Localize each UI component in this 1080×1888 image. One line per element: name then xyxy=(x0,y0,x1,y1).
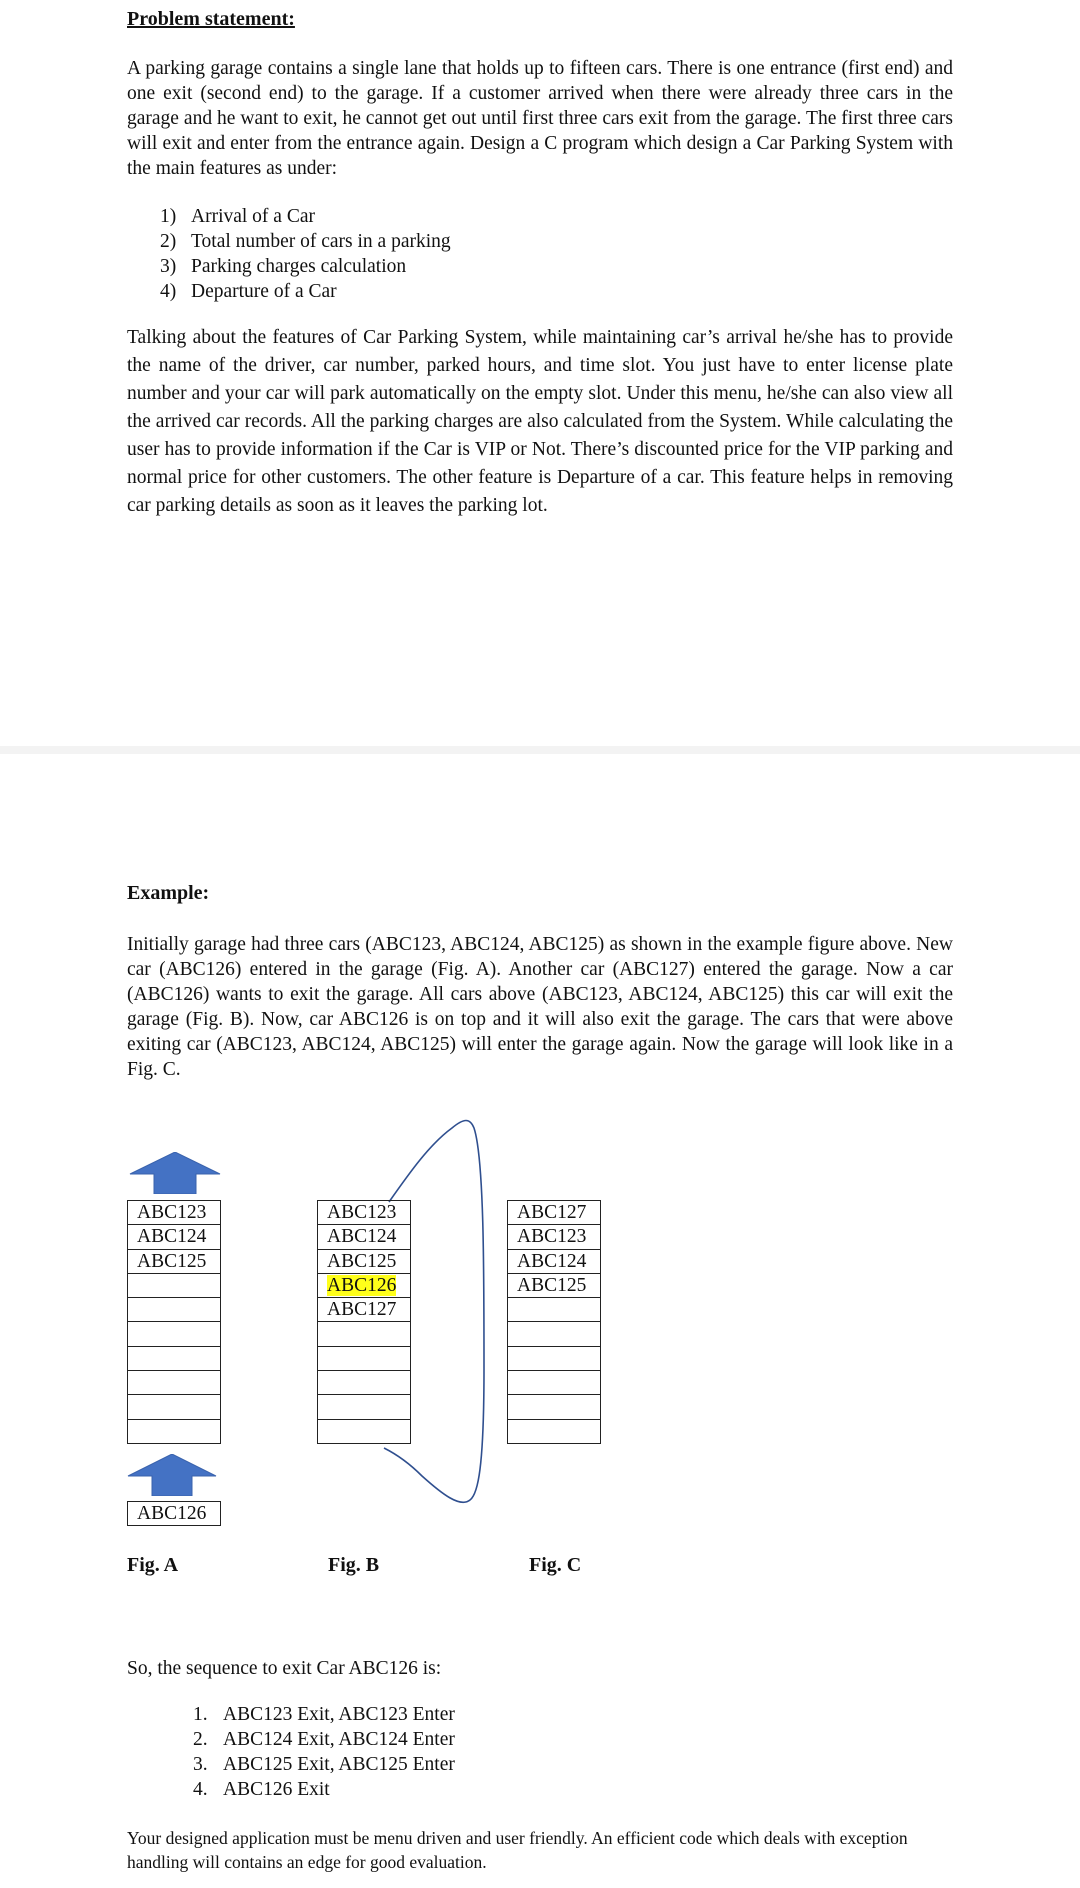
list-item: 1. ABC123 Exit, ABC123 Enter xyxy=(193,1704,455,1725)
list-item: 3. ABC125 Exit, ABC125 Enter xyxy=(193,1754,455,1775)
sequence-list xyxy=(193,1702,455,1802)
parking-slot: ABC125 xyxy=(507,1274,601,1298)
parking-slot xyxy=(127,1298,221,1322)
parking-slot xyxy=(507,1347,601,1371)
parking-slot xyxy=(127,1322,221,1346)
document-page-2 xyxy=(0,754,1080,1888)
list-item: 3) Parking charges calculation xyxy=(160,256,407,277)
features-list xyxy=(160,204,451,304)
parking-slot: ABC124 xyxy=(317,1225,411,1249)
page-break xyxy=(0,746,1080,754)
fig-b-label: Fig. B xyxy=(328,1554,380,1576)
list-item: 2. ABC124 Exit, ABC124 Enter xyxy=(193,1729,455,1750)
highlighted-car: ABC126 xyxy=(327,1274,397,1296)
example-text: Initially garage had three cars (ABC123, ABC124, ABC125) as shown in the example figure above. New car (ABC126) entered in the garage (Fig. A). Another car (ABC127) entered the garage. Now a car (ABC126) wants to exit the garage. All cars above (ABC123, ABC124, ABC125) this car will exit the garage (Fig. B). Now, car ABC126 is on top and it will also exit the garage. The cars that were above exiting car (ABC123, ABC124, ABC125) will enter the garage again. Now the garage will look like in a Fig. C. xyxy=(127,934,953,1080)
parking-slot: ABC127 xyxy=(507,1201,601,1225)
list-item: 2) Total number of cars in a parking xyxy=(160,231,451,252)
features-details: Talking about the features of Car Parking System, while maintaining car’s arrival he/she has to provide the name of the driver, car number, parked hours, and time slot. You just have to enter license plate number and your car will park automatically on the empty slot. Under this menu, he/she can also view all the arrived car records. All the parking charges are also calculated from the System. While calculating the user has to provide information if the Car is VIP or Not. There’s discounted price for the VIP parking and normal price for other customers. The other feature is Departure of a car. This feature helps in removing car parking details as soon as it leaves the parking lot. xyxy=(127,327,953,516)
parking-slot: ABC124 xyxy=(127,1225,221,1249)
list-item: 4) Departure of a Car xyxy=(160,281,337,302)
exit-arrow-icon xyxy=(128,1152,222,1194)
list-item: 4. ABC126 Exit xyxy=(193,1779,330,1800)
parking-slot xyxy=(507,1420,601,1444)
parking-slot: ABC125 xyxy=(317,1250,411,1274)
parking-slot xyxy=(127,1274,221,1298)
parking-slot xyxy=(507,1371,601,1395)
parking-slot xyxy=(127,1347,221,1371)
example-heading: Example: xyxy=(127,882,210,904)
parking-slot: ABC123 xyxy=(127,1201,221,1225)
fig-a-garage-stack xyxy=(127,1200,221,1444)
problem-heading: Problem statement: xyxy=(127,8,295,30)
problem-intro: A parking garage contains a single lane that holds up to fifteen cars. There is one entrance (first end) and one exit (second end) to the garage. If a customer arrived when there were already three cars in the garage and he want to exit, he cannot get out until first three cars exit from the garage. The first three cars will exit and enter from the entrance again. Design a C program which design a Car Parking System with the main features as under: xyxy=(127,58,953,179)
parking-slot-exiting xyxy=(317,1274,411,1298)
parking-slot xyxy=(317,1347,411,1371)
parking-slot: ABC124 xyxy=(507,1250,601,1274)
parking-slot xyxy=(127,1420,221,1444)
parking-slot xyxy=(507,1298,601,1322)
fig-b-garage-stack xyxy=(317,1200,411,1444)
parking-slot xyxy=(317,1395,411,1419)
fig-c-garage-stack xyxy=(507,1200,601,1444)
fig-c-label: Fig. C xyxy=(529,1554,582,1576)
parking-slot xyxy=(127,1395,221,1419)
parking-slot xyxy=(127,1371,221,1395)
parking-slot: ABC125 xyxy=(127,1250,221,1274)
parking-slot xyxy=(317,1371,411,1395)
parking-slot xyxy=(507,1322,601,1346)
parking-slot: ABC123 xyxy=(507,1225,601,1249)
fig-a-label: Fig. A xyxy=(127,1554,179,1576)
parking-slot xyxy=(317,1420,411,1444)
parking-slot xyxy=(507,1395,601,1419)
parking-slot xyxy=(317,1322,411,1346)
closing-note: Your designed application must be menu driven and user friendly. An efficient code which deals with exception handling will contains an edge for good evaluation. xyxy=(127,1828,908,1872)
list-item: 1) Arrival of a Car xyxy=(160,206,315,227)
incoming-car-box: ABC126 xyxy=(127,1501,221,1526)
parking-slot: ABC123 xyxy=(317,1201,411,1225)
document-page-1 xyxy=(0,0,1080,746)
parking-slot: ABC127 xyxy=(317,1298,411,1322)
entry-arrow-icon xyxy=(126,1454,218,1496)
sequence-intro: So, the sequence to exit Car ABC126 is: xyxy=(127,1658,442,1679)
